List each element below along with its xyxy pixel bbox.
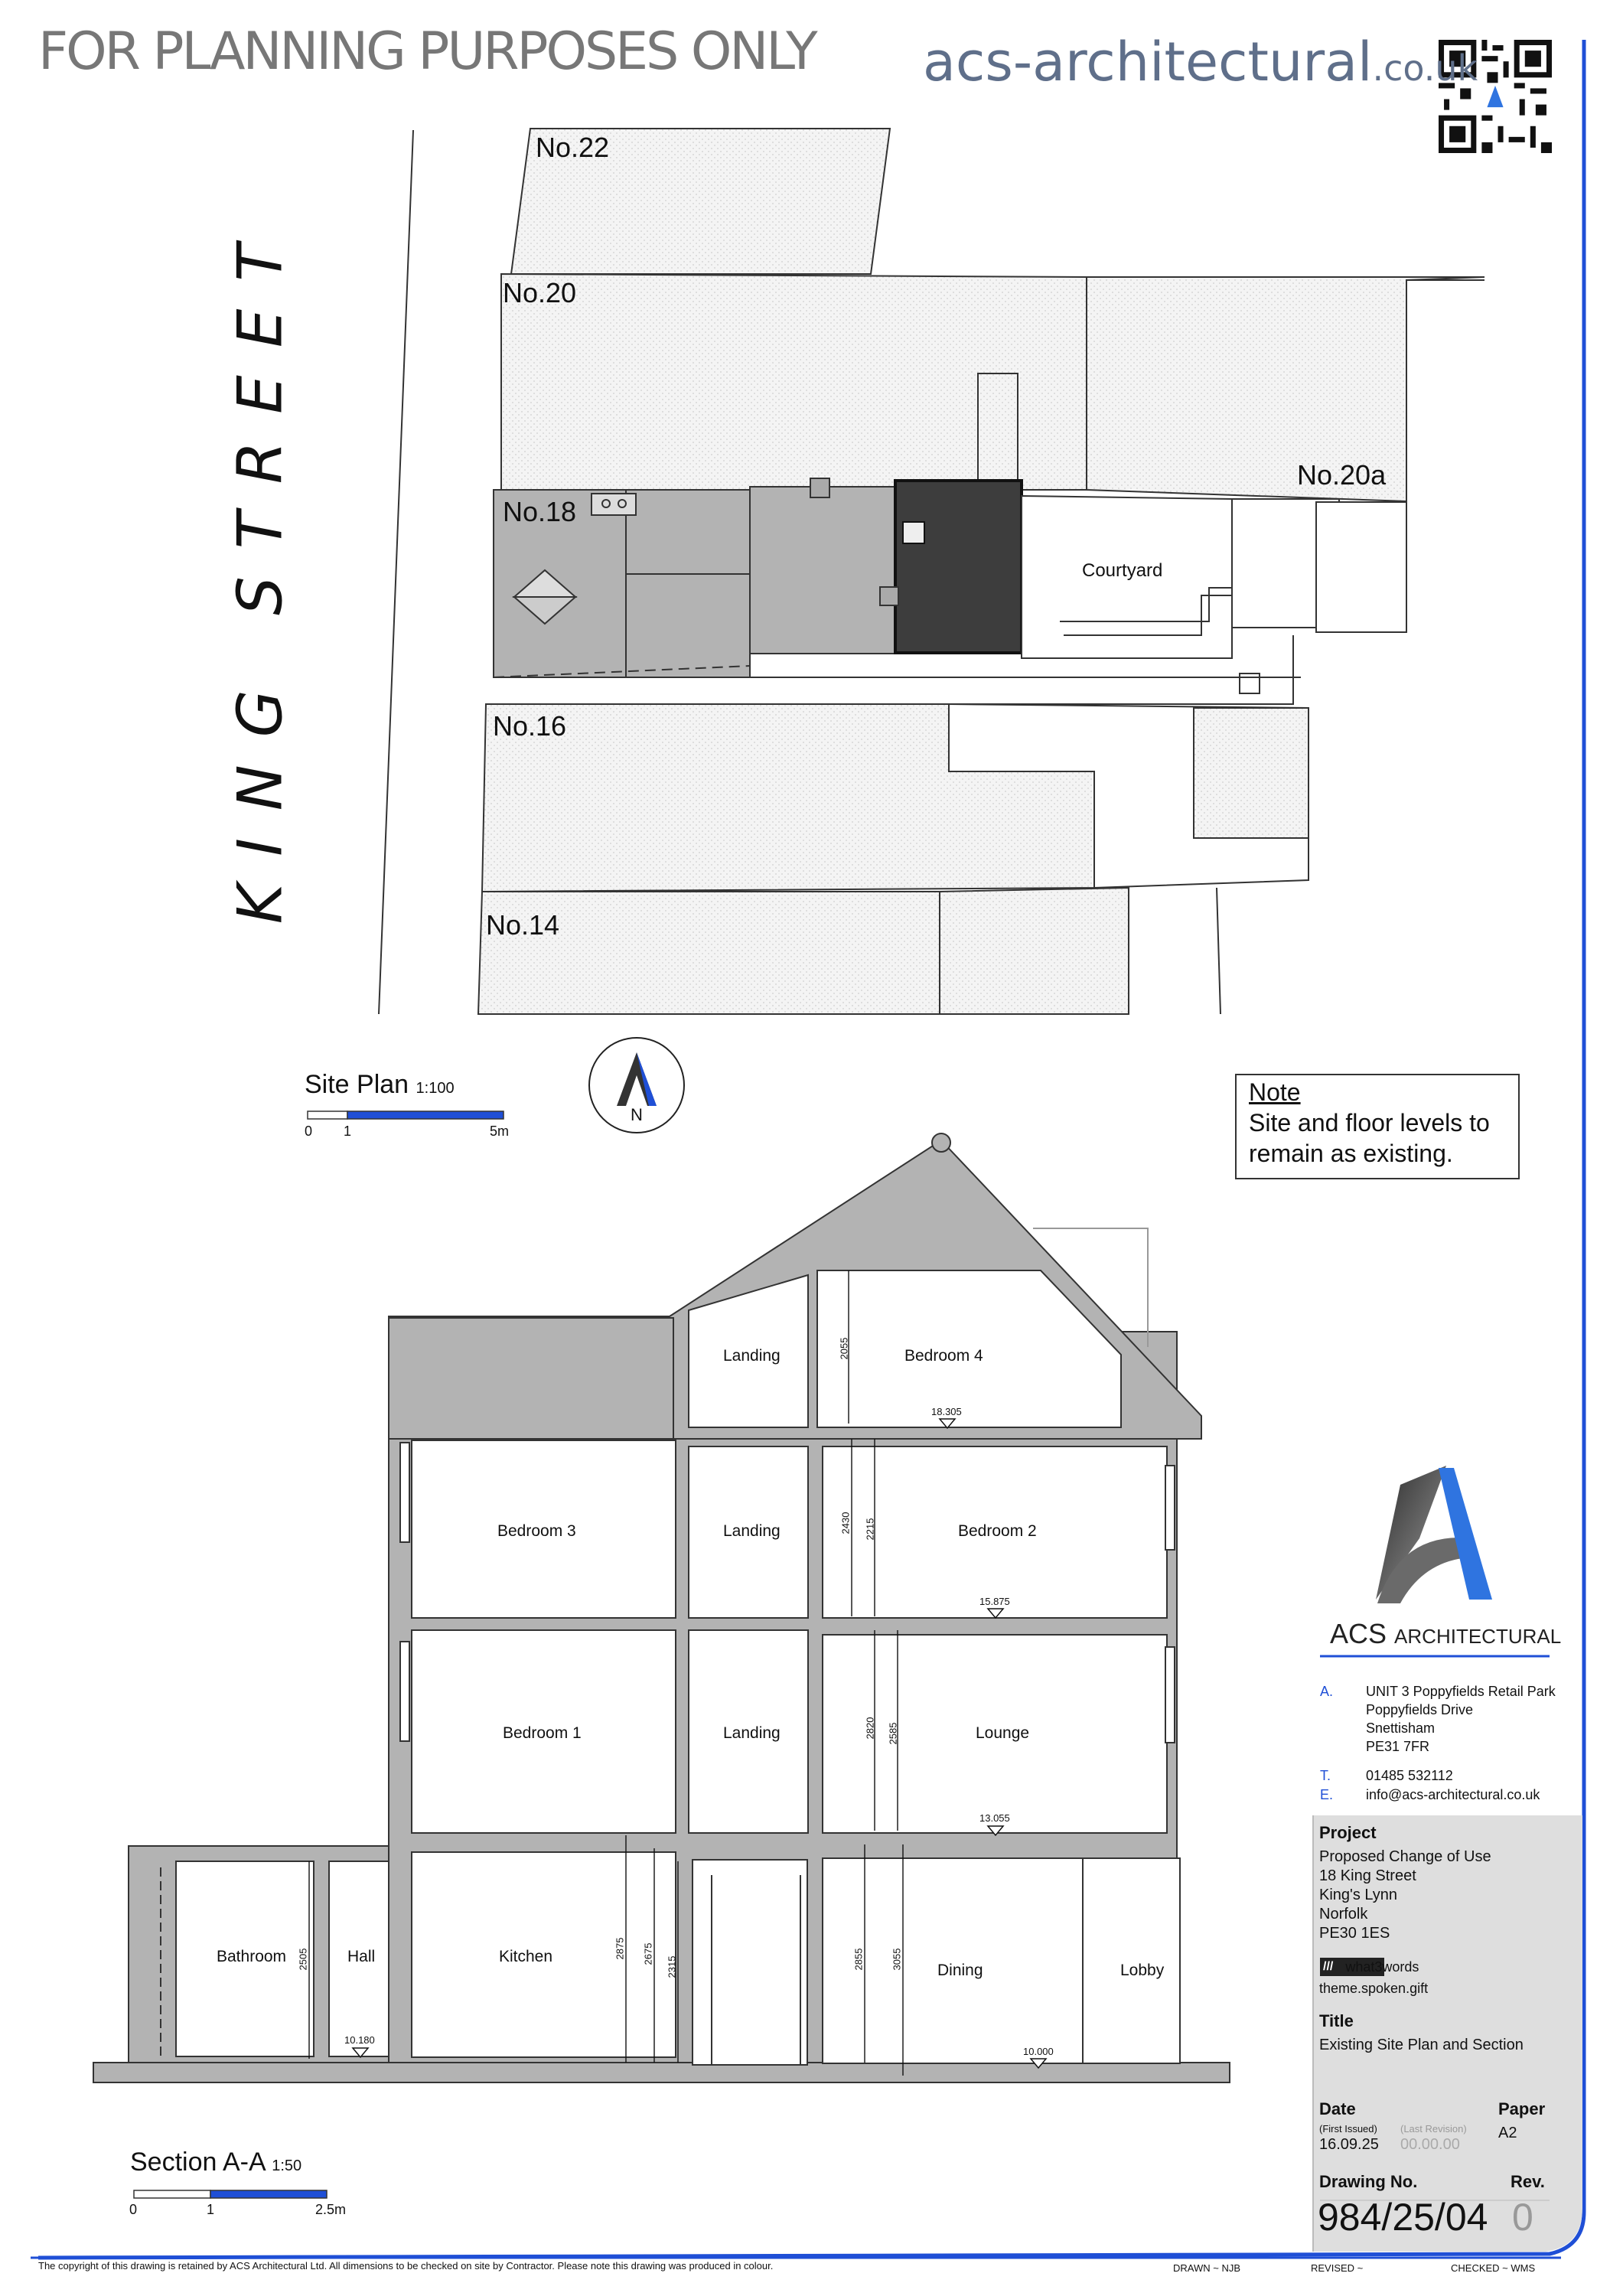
dim-2855: 2855	[852, 1948, 865, 1971]
site-plan-title	[305, 1070, 455, 1100]
room-landing-2: Landing	[723, 1522, 781, 1540]
project-line2: 18 King Street	[1319, 1867, 1416, 1884]
label-no14: No.14	[486, 909, 560, 941]
company-email[interactable]	[1320, 1786, 1540, 1804]
site-scale-1: 1	[344, 1124, 352, 1139]
dim-2820: 2820	[864, 1717, 876, 1740]
dim-2430: 2430	[839, 1512, 852, 1534]
address-line3: Snettisham	[1366, 1720, 1436, 1736]
section-scale-bar	[134, 2190, 327, 2198]
label-no16: No.16	[493, 710, 567, 742]
room-lounge: Lounge	[976, 1724, 1030, 1742]
website-main: acs-architectural	[923, 31, 1373, 93]
dim-2875: 2875	[614, 1937, 626, 1960]
company-phone[interactable]	[1320, 1766, 1453, 1785]
company-name-architectural: ARCHITECTURAL	[1394, 1625, 1562, 1648]
plot-no16	[482, 704, 1094, 892]
email-address: info@acs-architectural.co.uk	[1366, 1787, 1540, 1802]
note-line2: remain as existing.	[1249, 1140, 1453, 1167]
room-landing-1: Landing	[723, 1724, 781, 1742]
room-bedroom4: Bedroom 4	[904, 1347, 983, 1365]
title-label: Title	[1319, 2011, 1354, 2030]
plot-no20a	[1087, 277, 1484, 501]
dim-2215: 2215	[864, 1518, 876, 1541]
plot-no18-mid	[750, 487, 895, 654]
room-dining: Dining	[937, 1962, 983, 1979]
phone-label: T.	[1320, 1768, 1331, 1783]
room-hall: Hall	[347, 1948, 376, 1965]
level-15875: 15.875	[979, 1596, 1010, 1607]
project-label: Project	[1319, 1823, 1377, 1842]
planning-notice: FOR PLANNING PURPOSES ONLY	[38, 21, 816, 82]
project-line4: Norfolk	[1319, 1906, 1368, 1923]
project-line3: King's Lynn	[1319, 1887, 1398, 1903]
level-10180: 10.180	[344, 2034, 375, 2046]
address-line1: UNIT 3 Poppyfields Retail Park	[1366, 1684, 1556, 1699]
website-tld: .co.uk	[1372, 47, 1478, 89]
dim-3055: 3055	[891, 1948, 903, 1971]
section-scale-0: 0	[129, 2202, 138, 2217]
section-scale: 1:50	[272, 2157, 302, 2174]
site-plan-scale: 1:100	[416, 1080, 455, 1097]
section-title-text: Section A-A	[130, 2148, 265, 2177]
dim-2505: 2505	[297, 1948, 309, 1971]
address-line2: Poppyfields Drive	[1366, 1702, 1474, 1717]
drawing-no-label: Drawing No.	[1319, 2172, 1418, 2191]
revised-by: REVISED ~	[1311, 2262, 1364, 2274]
site-plan	[379, 129, 1484, 1014]
site-scale-end: 5m	[490, 1124, 510, 1139]
company-name	[1330, 1618, 1561, 1650]
north-label: N	[631, 1105, 643, 1124]
label-no20: No.20	[503, 277, 577, 308]
what3words-icon: ///	[1323, 1960, 1334, 1973]
label-no22: No.22	[536, 132, 610, 163]
note-box	[1235, 1074, 1520, 1179]
acs-logo-icon	[1376, 1466, 1492, 1603]
room-bedroom1: Bedroom 1	[503, 1724, 582, 1742]
room-bedroom2: Bedroom 2	[958, 1522, 1037, 1540]
drawing-number: 984/25/04	[1318, 2196, 1488, 2239]
project-line5: PE30 1ES	[1319, 1925, 1390, 1942]
section-aa	[93, 1133, 1230, 2082]
level-13055: 13.055	[979, 1812, 1010, 1824]
what3words-logo	[1320, 1958, 1419, 1976]
project-details	[1319, 1848, 1491, 1943]
room-landing-top: Landing	[723, 1347, 781, 1365]
room-lobby: Lobby	[1120, 1962, 1165, 1979]
email-label: E.	[1320, 1787, 1334, 1802]
drawn-by: DRAWN ~ NJB	[1173, 2262, 1240, 2274]
copyright-notice: The copyright of this drawing is retained by ACS Architectural Ltd. All dimensions to be checked on site by Contractor. Please note this drawing was produced in colour.	[38, 2260, 774, 2272]
section-scale-end: 2.5m	[315, 2202, 347, 2217]
room-kitchen: Kitchen	[499, 1948, 553, 1965]
company-address	[1320, 1682, 1556, 1756]
first-issued-date: 16.09.25	[1319, 2136, 1379, 2153]
site-plan-title-text: Site Plan	[305, 1070, 409, 1099]
level-18305: 18.305	[931, 1406, 962, 1417]
website-link[interactable]	[923, 31, 1478, 93]
site-plan-scale-bar	[308, 1111, 504, 1119]
address-label: A.	[1320, 1684, 1334, 1699]
street-label: KING STREET	[224, 216, 296, 925]
address-line4: PE31 7FR	[1366, 1739, 1430, 1754]
dim-2585: 2585	[887, 1722, 899, 1745]
first-issued-label: (First Issued)	[1319, 2123, 1377, 2135]
room-bedroom3: Bedroom 3	[497, 1522, 576, 1540]
level-10000: 10.000	[1023, 2046, 1054, 2057]
room-bathroom: Bathroom	[217, 1948, 287, 1965]
plot-no18-dark	[895, 481, 1022, 653]
label-courtyard: Courtyard	[1082, 560, 1163, 581]
note-heading: Note	[1249, 1078, 1301, 1106]
checked-by: CHECKED ~ WMS	[1451, 2262, 1536, 2274]
label-no18: No.18	[503, 496, 577, 527]
dim-2315: 2315	[666, 1955, 678, 1978]
plot-no20	[501, 274, 1087, 490]
company-name-acs: ACS	[1330, 1618, 1387, 1649]
paper-label: Paper	[1498, 2099, 1546, 2118]
label-no20a: No.20a	[1297, 459, 1387, 491]
site-scale-0: 0	[305, 1124, 313, 1139]
title-value: Existing Site Plan and Section	[1319, 2037, 1524, 2053]
paper-size: A2	[1498, 2125, 1517, 2141]
section-scale-1: 1	[207, 2202, 215, 2217]
what3words-logo-text: what3words	[1345, 1958, 1419, 1975]
date-label: Date	[1319, 2099, 1356, 2118]
rev-label: Rev.	[1511, 2172, 1545, 2191]
dim-2675: 2675	[642, 1942, 654, 1965]
section-title	[130, 2148, 301, 2177]
what3words-address[interactable]: theme.spoken.gift	[1319, 1981, 1429, 1996]
phone-number: 01485 532112	[1366, 1768, 1453, 1783]
last-revision-date: 00.00.00	[1400, 2136, 1460, 2153]
note-line1: Site and floor levels to	[1249, 1109, 1490, 1137]
project-line1: Proposed Change of Use	[1319, 1848, 1491, 1865]
revision-number: 0	[1512, 2196, 1533, 2239]
dim-2055: 2055	[838, 1337, 850, 1360]
last-revision-label: (Last Revision)	[1400, 2123, 1467, 2135]
